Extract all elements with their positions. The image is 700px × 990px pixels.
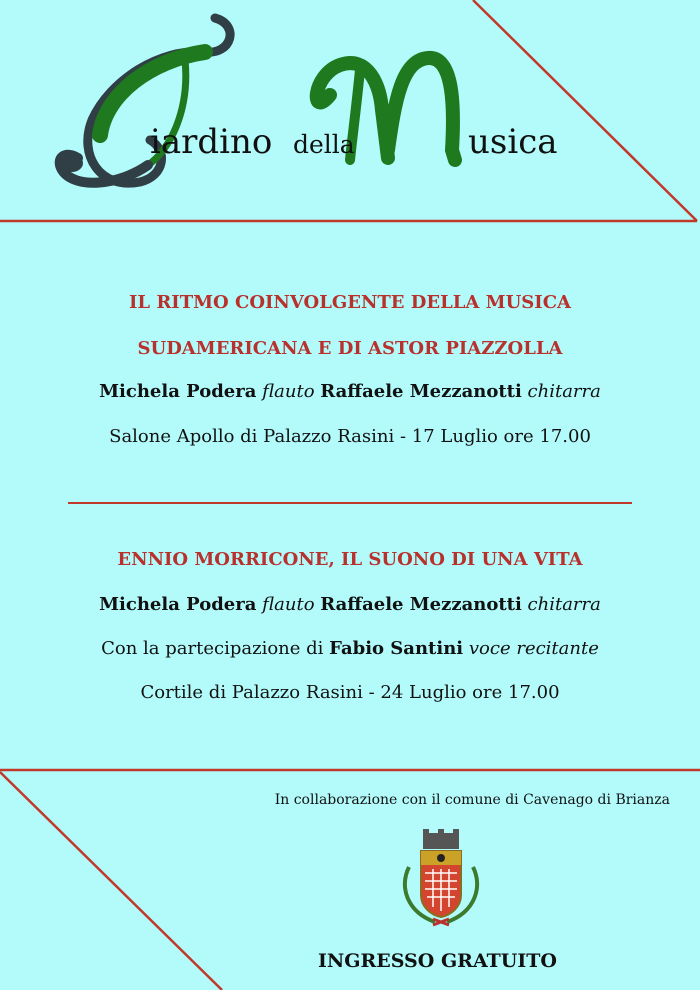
event2-venue: Cortile di Palazzo Rasini - 24 Luglio ore 17.00 <box>140 682 560 703</box>
event1-performer2-role: chitarra <box>527 381 601 402</box>
event2-guest-prefix: Con la partecipazione di <box>101 638 324 659</box>
event2-performer2-name: Raffaele Mezzanotti <box>320 594 522 615</box>
event2-performer1-role: flauto <box>262 594 315 615</box>
event1-title-line2: SUDAMERICANA E DI ASTOR PIAZZOLLA <box>137 338 563 359</box>
logo-word-della: della <box>293 130 355 159</box>
event1-performer2-name: Raffaele Mezzanotti <box>320 381 522 402</box>
event2-performer1-name: Michela Podera <box>99 594 257 615</box>
bottom-diagonal <box>0 772 222 990</box>
event2-performer2-role: chitarra <box>527 594 601 615</box>
treble-clef-icon <box>0 0 700 220</box>
event1-venue: Salone Apollo di Palazzo Rasini - 17 Luglio ore 17.00 <box>109 426 591 447</box>
event2-guest <box>0 638 700 659</box>
event2-performers <box>0 594 700 615</box>
event1-performers <box>0 381 700 402</box>
logo-word-usica: usica <box>468 122 558 162</box>
event1-performer1-name: Michela Podera <box>99 381 257 402</box>
event1-performer1-role: flauto <box>262 381 315 402</box>
event2-guest-role: voce recitante <box>468 638 599 659</box>
collaboration-note: In collaborazione con il comune di Cavenago di Brianza <box>274 792 670 808</box>
logo <box>0 0 700 220</box>
municipal-crest-icon <box>395 827 487 927</box>
event2-guest-name: Fabio Santini <box>329 638 464 659</box>
logo-word-iardino: iardino <box>150 122 273 162</box>
event2-title: ENNIO MORRICONE, IL SUONO DI UNA VITA <box>117 549 583 570</box>
free-entry-notice: INGRESSO GRATUITO <box>318 950 557 972</box>
event1-title-line1: IL RITMO COINVOLGENTE DELLA MUSICA <box>129 292 571 313</box>
